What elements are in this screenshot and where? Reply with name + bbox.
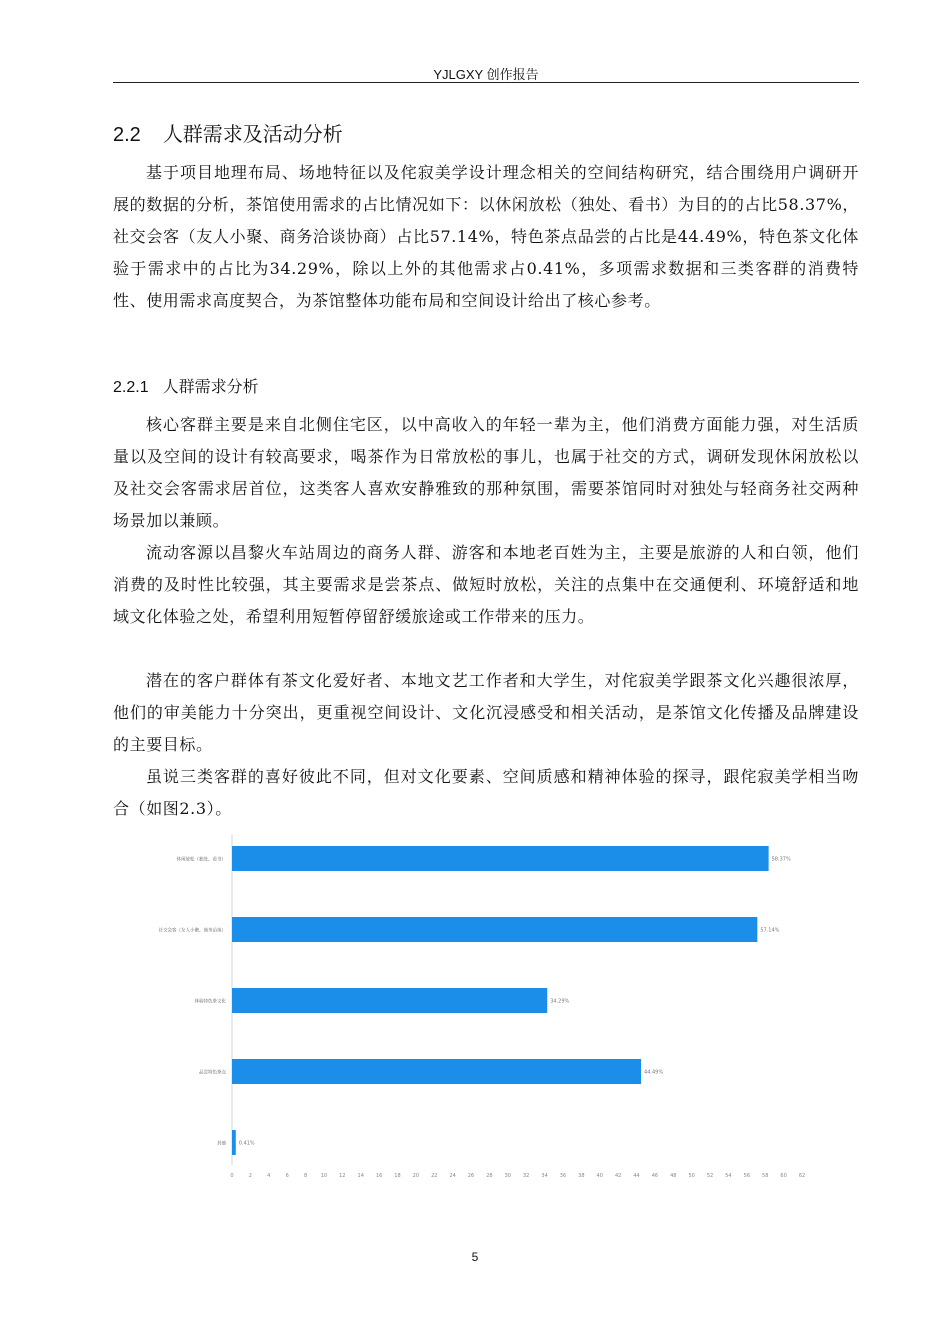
paragraph-mobile-customers: 流动客源以昌黎火车站周边的商务人群、游客和本地老百姓为主，主要是旅游的人和白领，他们消费的及时性比较强，其主要需求是尝茶点、做短时放松，关注的点集中在交通便利、环境舒适和地域文化体验之处，希望利用短暂停留舒缓旅途或工作带来的压力。 [113, 543, 859, 626]
x-tick-label-31: 62 [798, 1173, 806, 1179]
x-tick-label-15: 30 [504, 1173, 511, 1179]
value-label-1: 57.14% [760, 927, 780, 934]
x-tick-label-23: 46 [651, 1173, 659, 1179]
x-tick-label-20: 40 [596, 1173, 603, 1179]
x-tick-label-1: 2 [248, 1173, 252, 1179]
category-label-2: 体验特色茶文化 [194, 999, 226, 1005]
subsection-heading [113, 374, 259, 397]
x-tick-label-19: 38 [578, 1173, 585, 1179]
category-label-4: 其他 [217, 1141, 226, 1147]
x-tick-label-10: 20 [412, 1173, 420, 1179]
page-number: 5 [471, 1250, 479, 1264]
x-tick-label-11: 22 [431, 1173, 438, 1179]
x-tick-label-12: 24 [449, 1173, 456, 1179]
value-label-2: 34.29% [550, 998, 570, 1005]
section-number: 2.2 [113, 124, 141, 146]
x-tick-label-2: 4 [267, 1173, 271, 1179]
bar-4 [232, 1130, 236, 1155]
bar-0 [232, 846, 769, 871]
x-tick-label-5: 10 [320, 1173, 328, 1179]
section-title: 人群需求及活动分析 [162, 122, 343, 146]
x-tick-label-13: 26 [467, 1173, 475, 1179]
x-tick-label-29: 58 [762, 1173, 769, 1179]
bar-2 [232, 988, 547, 1013]
x-tick-label-8: 16 [375, 1173, 383, 1179]
x-tick-label-3: 6 [285, 1173, 289, 1179]
category-label-3: 品尝特色茶点 [199, 1070, 226, 1076]
x-tick-label-9: 18 [394, 1173, 401, 1179]
x-tick-label-26: 52 [706, 1173, 714, 1179]
x-tick-label-22: 44 [633, 1173, 640, 1179]
bar-1 [232, 917, 757, 942]
x-tick-label-21: 42 [614, 1173, 622, 1179]
x-tick-label-27: 54 [725, 1173, 732, 1179]
x-tick-label-24: 48 [670, 1173, 677, 1179]
x-tick-label-18: 36 [559, 1173, 567, 1179]
x-tick-label-16: 32 [523, 1173, 530, 1179]
value-label-0: 58.37% [771, 856, 791, 863]
x-tick-label-25: 50 [688, 1173, 695, 1179]
x-tick-label-28: 56 [743, 1173, 751, 1179]
value-label-3: 44.49% [644, 1069, 664, 1076]
value-label-4: 0.41% [238, 1140, 255, 1147]
x-tick-label-30: 60 [780, 1173, 787, 1179]
x-tick-label-17: 34 [541, 1173, 548, 1179]
category-label-0: 休闲放松（独处、看书） [176, 857, 226, 863]
demand-bar-chart [150, 830, 830, 1190]
x-tick-label-4: 8 [303, 1173, 308, 1179]
paragraph-core-customers: 核心客群主要是来自北侧住宅区，以中高收入的年轻一辈为主，他们消费方面能力强，对生活质量以及空间的设计有较高要求，喝茶作为日常放松的事儿，也属于社交的方式，调研发现休闲放松以及社交会客需求居首位，这类客人喜欢安静雅致的那种氛围，需要茶馆同时对独处与轻商务社交两种场景加以兼顾。 [113, 415, 859, 530]
category-label-1: 社交会客（友人小聚、商务洽谈） [158, 928, 226, 934]
paragraph-potential-customers: 潜在的客户群体有茶文化爱好者、本地文艺工作者和大学生，对侘寂美学跟茶文化兴趣很浓厚，他们的审美能力十分突出，更重视空间设计、文化沉浸感受和相关活动，是茶馆文化传播及品牌建设的主要目标。 [113, 671, 859, 754]
paragraph-summary: 虽说三类客群的喜好彼此不同，但对文化要素、空间质感和精神体验的探寻，跟侘寂美学相当吻合（如图2.3）。 [113, 767, 859, 818]
intro-paragraph: 基于项目地理布局、场地特征以及侘寂美学设计理念相关的空间结构研究，结合围绕用户调研开展的数据的分析，茶馆使用需求的占比情况如下：以休闲放松（独处、看书）为目的的占比58.37%，社交会客（友人小聚、商务洽谈协商）占比57.14%，特色茶点品尝的占比是44.49%，特色茶文化体验于需求中的占比为34.29%，除以上外的其他需求占0.41%，多项需求数据和三类客群的消费特性、使用需求高度契合，为茶馆整体功能布局和空间设计给出了核心参考。 [113, 163, 859, 310]
x-tick-label-7: 14 [357, 1173, 364, 1179]
x-tick-label-0: 0 [230, 1173, 234, 1179]
running-header: YJLGXY 创作报告 [433, 67, 539, 82]
subsection-title: 人群需求分析 [162, 377, 259, 396]
x-tick-label-14: 28 [486, 1173, 493, 1179]
subsection-number: 2.2.1 [113, 379, 149, 396]
header-rule [113, 82, 859, 83]
x-tick-label-6: 12 [339, 1173, 346, 1179]
bar-3 [232, 1059, 641, 1084]
section-heading [113, 118, 343, 147]
